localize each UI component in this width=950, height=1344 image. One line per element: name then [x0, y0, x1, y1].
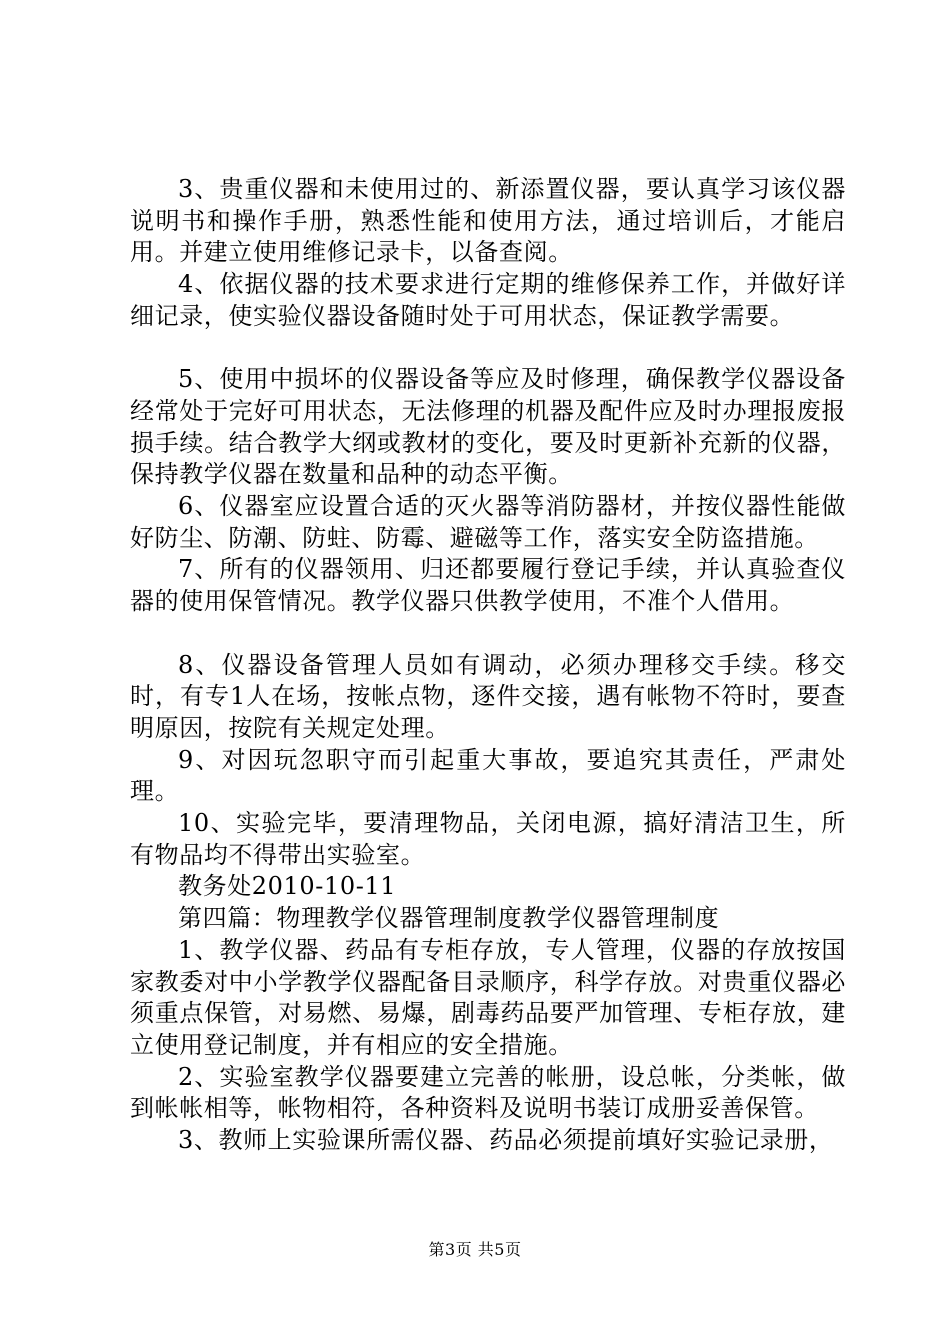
paragraph-item-8-handover: 8、仪器设备管理人员如有调动，必须办理移交手续。移交时，有专1人在场，按帐点物，逐件交接，遇有帐物不符时，要查明原因，按院有关规定处理。: [130, 650, 846, 742]
paragraph-item-4-maintenance: 4、依据仪器的技术要求进行定期的维修保养工作，并做好详细记录，使实验仪器设备随时处于可用状态，保证教学需要。: [130, 270, 846, 330]
document-body: [130, 174, 846, 1157]
section-heading: 第四篇：物理教学仪器管理制度教学仪器管理制度: [178, 904, 720, 933]
paragraph-item-10-cleanup: 10、实验完毕，要清理物品，关闭电源，搞好清洁卫生，所有物品均不得带出实验室。: [130, 809, 846, 869]
paragraph-item-2-ledger: 2、实验室教学仪器要建立完善的帐册，设总帐，分类帐，做到帐帐相等，帐物相符，各种资料及说明书装订成册妥善保管。: [130, 1062, 846, 1123]
paragraph-item-3-precious-instruments: 3、贵重仪器和未使用过的、新添置仪器，要认真学习该仪器说明书和操作手册，熟悉性能和使用方法，通过培训后，才能启用。并建立使用维修记录卡，以备查阅。: [130, 175, 846, 267]
page-footer: 第3页 共5页: [428, 1240, 522, 1259]
paragraph-item-3-lab-preparation: 3、教师上实验课所需仪器、药品必须提前填好实验记录册，: [178, 1126, 834, 1155]
paragraph-item-6-fire-safety: 6、仪器室应设置合适的灭火器等消防器材，并按仪器性能做好防尘、防潮、防蛀、防霉、避磁等工作，落实安全防盗措施。: [130, 492, 846, 552]
signature-date: 教务处2010-10-11: [178, 872, 397, 901]
paragraph-item-5-repair: 5、使用中损坏的仪器设备等应及时修理，确保教学仪器设备经常处于完好可用状态，无法修理的机器及配件应及时办理报废报损手续。结合教学大纲或教材的变化，要及时更新补充新的仪器，保持教学仪器在数量和品种的动态平衡。: [130, 365, 846, 489]
paragraph-item-9-accountability: 9、对因玩忽职守而引起重大事故，要追究其责任，严肃处理。: [130, 745, 846, 806]
paragraph-item-7-borrowing: 7、所有的仪器领用、归还都要履行登记手续，并认真验查仪器的使用保管情况。教学仪器只供教学使用，不准个人借用。: [130, 555, 846, 616]
paragraph-item-1-storage: 1、教学仪器、药品有专柜存放，专人管理，仪器的存放按国家教委对中小学教学仪器配备目录顺序，科学存放。对贵重仪器必须重点保管，对易燃、易爆，剧毒药品要严加管理、专柜存放，建立使用登记制度，并有相应的安全措施。: [130, 935, 846, 1059]
